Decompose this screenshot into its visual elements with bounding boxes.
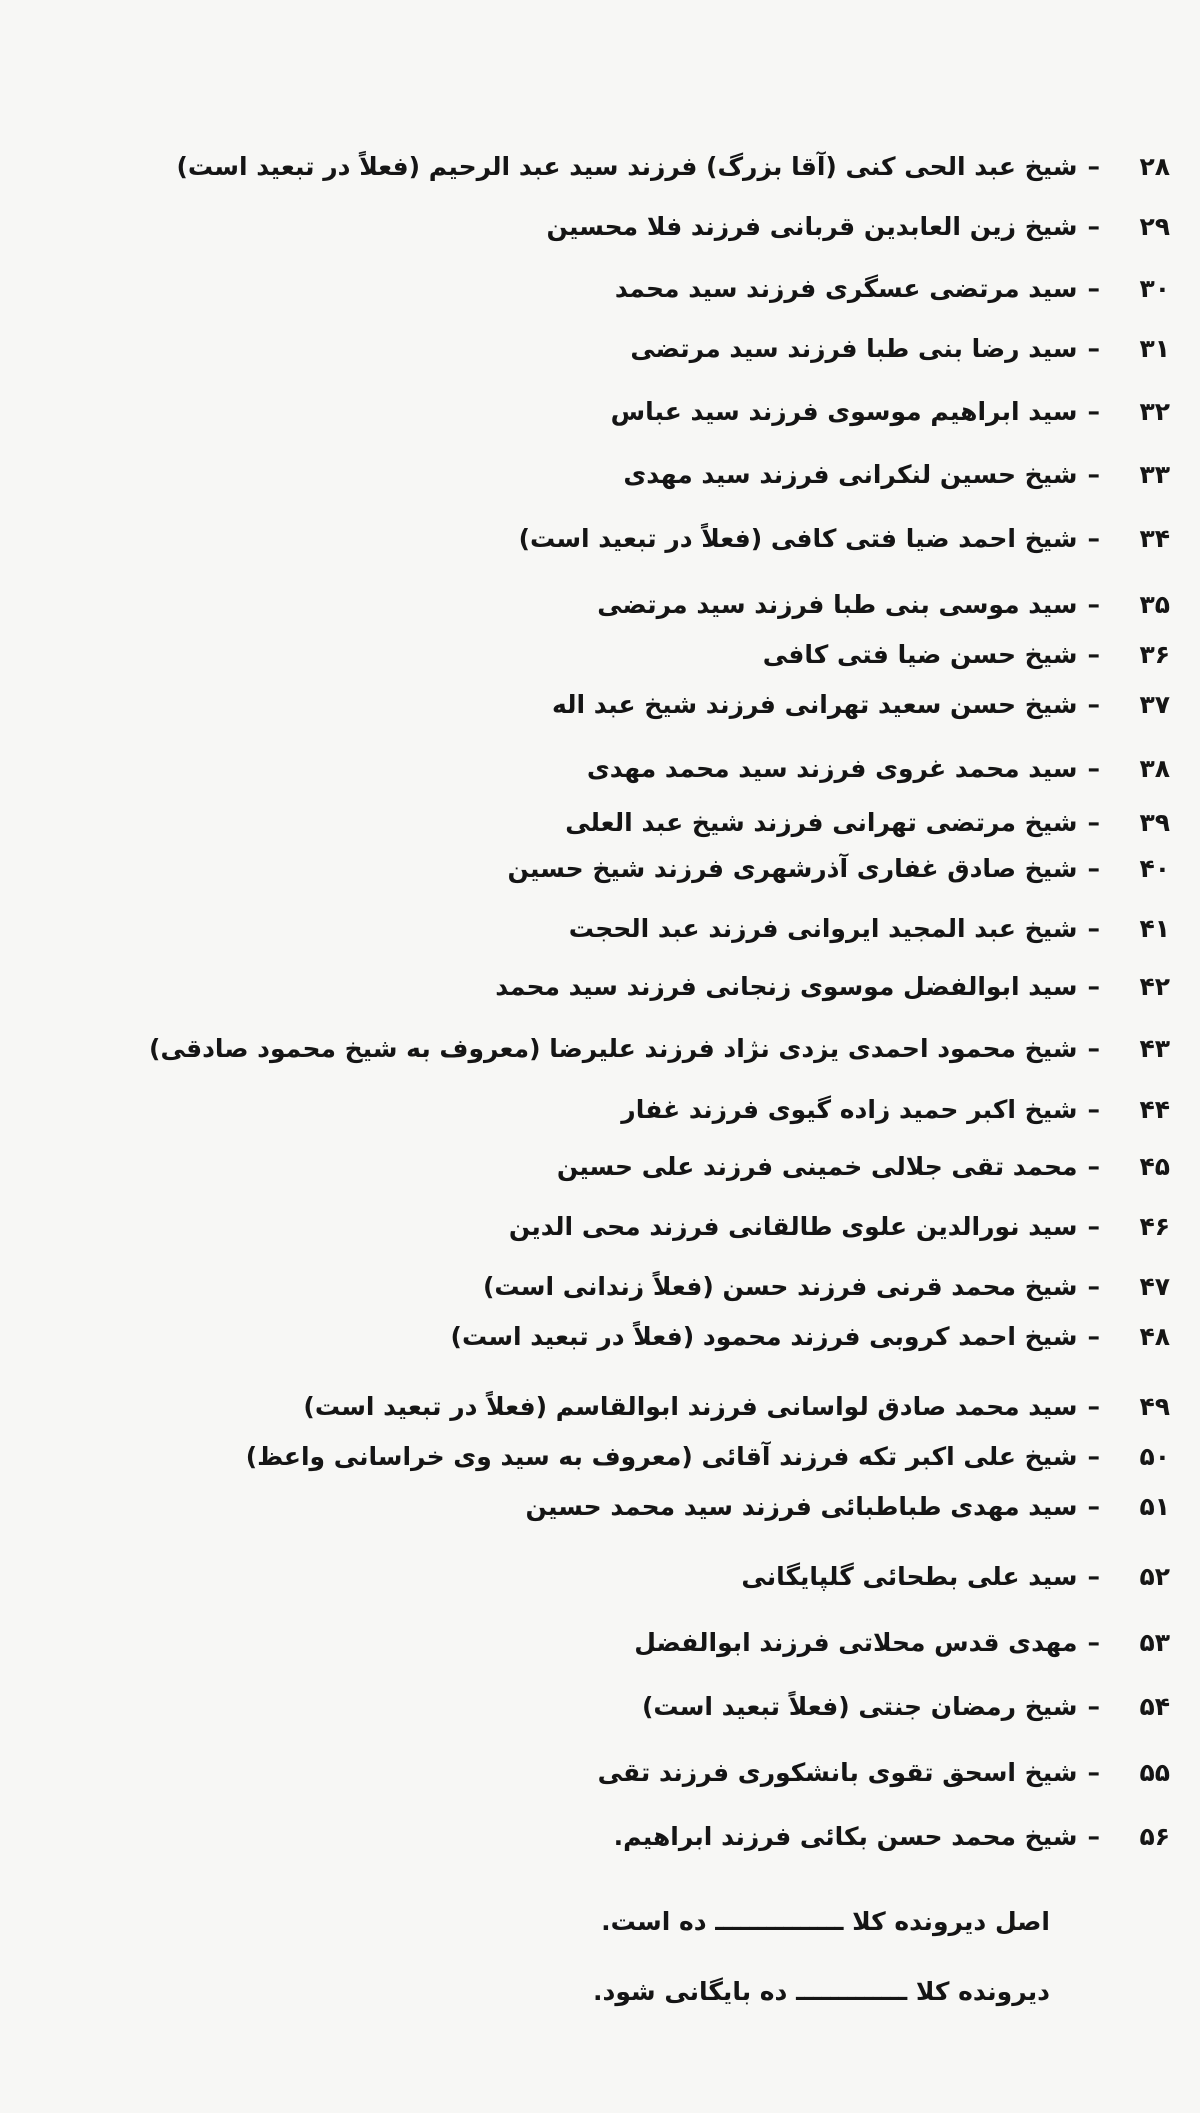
item-text: سید محمد غروی فرزند سید محمد مهدی bbox=[586, 754, 1078, 783]
item-number: ۴۱ bbox=[1139, 914, 1170, 943]
item-dash: – bbox=[1087, 914, 1100, 943]
item-dash: – bbox=[1087, 1392, 1100, 1421]
list-item bbox=[509, 1210, 1170, 1244]
item-dash: – bbox=[1087, 1758, 1100, 1787]
item-number: ۴۰ bbox=[1139, 854, 1170, 883]
list-item bbox=[642, 1690, 1170, 1724]
item-dash: – bbox=[1087, 1822, 1100, 1851]
item-dash: – bbox=[1087, 754, 1100, 783]
list-item bbox=[526, 1490, 1170, 1524]
item-number: ۲۸ bbox=[1139, 152, 1170, 181]
item-number: ۳۶ bbox=[1139, 640, 1170, 669]
item-text: شیخ احمد کروبی فرزند محمود (فعلاً در تبعید است) bbox=[450, 1322, 1078, 1351]
item-text: سید نورالدین علوی طالقانی فرزند محی الدین bbox=[508, 1212, 1078, 1241]
item-text: شیخ اسحق تقوی بانشکوری فرزند تقی bbox=[597, 1758, 1078, 1787]
item-text: شیخ حسن ضیا فتی کافی bbox=[762, 640, 1078, 669]
item-text: شیخ محمد حسن بکائی فرزند ابراهیم. bbox=[613, 1822, 1078, 1851]
item-text: محمد تقی جلالی خمینی فرزند علی حسین bbox=[556, 1152, 1078, 1181]
item-dash: – bbox=[1087, 1152, 1100, 1181]
list-item bbox=[508, 852, 1170, 886]
item-text: سید موسی بنی طبا فرزند سید مرتضی bbox=[597, 590, 1078, 619]
list-item bbox=[621, 1093, 1170, 1127]
item-number: ۴۳ bbox=[1139, 1034, 1170, 1063]
item-number: ۳۰ bbox=[1139, 274, 1170, 303]
item-text: شیخ عبد المجید ایروانی فرزند عبد الحجت bbox=[568, 914, 1078, 943]
list-item bbox=[519, 522, 1170, 556]
item-text: سید مهدی طباطبائی فرزند سید محمد حسین bbox=[525, 1492, 1078, 1521]
list-item bbox=[741, 1560, 1170, 1594]
item-number: ۴۸ bbox=[1139, 1322, 1170, 1351]
item-number: ۵۳ bbox=[1139, 1628, 1170, 1657]
footer-note-original: اصل دیرونده کلا ـــــــــــــــ ده است. bbox=[601, 1907, 1050, 1936]
list-item bbox=[246, 1440, 1170, 1474]
item-number: ۳۷ bbox=[1139, 690, 1170, 719]
item-text: سید محمد صادق لواسانی فرزند ابوالقاسم (فعلاً در تبعید است) bbox=[303, 1392, 1078, 1421]
item-dash: – bbox=[1087, 334, 1100, 363]
item-dash: – bbox=[1087, 640, 1100, 669]
item-text: سید رضا بنی طبا فرزند سید مرتضی bbox=[630, 334, 1078, 363]
item-dash: – bbox=[1087, 972, 1100, 1001]
list-item bbox=[176, 150, 1170, 184]
item-number: ۳۹ bbox=[1139, 808, 1170, 837]
list-item bbox=[623, 458, 1170, 492]
item-number: ۵۶ bbox=[1139, 1822, 1170, 1851]
list-item bbox=[565, 806, 1170, 840]
item-number: ۳۸ bbox=[1139, 754, 1170, 783]
item-number: ۲۹ bbox=[1139, 212, 1170, 241]
item-dash: – bbox=[1087, 1095, 1100, 1124]
item-text: شیخ محمود احمدی یزدی نژاد فرزند علیرضا (معروف به شیخ محمود صادقی) bbox=[149, 1034, 1078, 1063]
list-item bbox=[149, 1032, 1170, 1066]
item-dash: – bbox=[1087, 1442, 1100, 1471]
item-text: شیخ حسین لنکرانی فرزند سید مهدی bbox=[623, 460, 1078, 489]
item-dash: – bbox=[1087, 590, 1100, 619]
item-text: شیخ رمضان جنتی (فعلاً تبعید است) bbox=[641, 1692, 1078, 1721]
item-text: شیخ عبد الحی کنی (آقا بزرگ) فرزند سید عبد الرحیم (فعلاً در تبعید است) bbox=[176, 152, 1078, 181]
list-item bbox=[495, 970, 1170, 1004]
item-dash: – bbox=[1087, 274, 1100, 303]
item-number: ۵۵ bbox=[1139, 1758, 1170, 1787]
item-number: ۴۶ bbox=[1139, 1212, 1170, 1241]
list-item bbox=[587, 752, 1170, 786]
item-dash: – bbox=[1087, 690, 1100, 719]
item-dash: – bbox=[1087, 808, 1100, 837]
item-number: ۳۲ bbox=[1139, 397, 1170, 426]
item-text: سید ابوالفضل موسوی زنجانی فرزند سید محمد bbox=[495, 972, 1078, 1001]
list-item bbox=[569, 912, 1170, 946]
item-dash: – bbox=[1087, 1212, 1100, 1241]
item-text: مهدی قدس محلاتی فرزند ابوالفضل bbox=[634, 1628, 1078, 1657]
list-item bbox=[611, 395, 1170, 429]
item-dash: – bbox=[1087, 397, 1100, 426]
item-dash: – bbox=[1087, 460, 1100, 489]
list-item bbox=[451, 1320, 1170, 1354]
item-number: ۳۴ bbox=[1139, 524, 1170, 553]
item-number: ۵۰ bbox=[1139, 1442, 1170, 1471]
list-item bbox=[598, 1756, 1170, 1790]
item-dash: – bbox=[1087, 1692, 1100, 1721]
list-item bbox=[303, 1390, 1170, 1424]
item-text: سید علی بطحائی گلپایگانی bbox=[741, 1562, 1078, 1591]
item-text: سید مرتضی عسگری فرزند سید محمد bbox=[614, 274, 1078, 303]
item-dash: – bbox=[1087, 1628, 1100, 1657]
list-item bbox=[483, 1270, 1170, 1304]
item-number: ۵۲ bbox=[1139, 1562, 1170, 1591]
list-item bbox=[557, 1150, 1170, 1184]
item-dash: – bbox=[1087, 212, 1100, 241]
list-item bbox=[614, 1820, 1170, 1854]
item-text: شیخ اکبر حمید زاده گیوی فرزند غفار bbox=[621, 1095, 1078, 1124]
list-item bbox=[763, 638, 1170, 672]
item-number: ۳۵ bbox=[1139, 590, 1170, 619]
item-text: شیخ مرتضی تهرانی فرزند شیخ عبد العلی bbox=[565, 808, 1078, 837]
list-item bbox=[597, 588, 1170, 622]
item-number: ۴۵ bbox=[1139, 1152, 1170, 1181]
item-dash: – bbox=[1087, 854, 1100, 883]
item-text: شیخ صادق غفاری آذرشهری فرزند شیخ حسین bbox=[507, 854, 1078, 883]
item-dash: – bbox=[1087, 1492, 1100, 1521]
item-number: ۵۱ bbox=[1139, 1492, 1170, 1521]
list-item bbox=[630, 332, 1170, 366]
item-dash: – bbox=[1087, 524, 1100, 553]
item-number: ۴۲ bbox=[1139, 972, 1170, 1001]
item-number: ۳۳ bbox=[1139, 460, 1170, 489]
item-number: ۳۱ bbox=[1139, 334, 1170, 363]
item-dash: – bbox=[1087, 1034, 1100, 1063]
item-dash: – bbox=[1087, 1562, 1100, 1591]
item-text: شیخ محمد قرنی فرزند حسن (فعلاً زندانی است) bbox=[482, 1272, 1078, 1301]
item-text: شیخ حسن سعید تهرانی فرزند شیخ عبد اله bbox=[551, 690, 1078, 719]
item-text: شیخ احمد ضیا فتی کافی (فعلاً در تبعید است) bbox=[518, 524, 1078, 553]
footer-note-archive: دیرونده کلا ـــــــــــــ ده بایگانی شود. bbox=[593, 1977, 1050, 2006]
item-number: ۴۴ bbox=[1139, 1095, 1170, 1124]
list-item bbox=[634, 1626, 1170, 1660]
item-text: شیخ علی اکبر تکه فرزند آقائی (معروف به سید وی خراسانی واعظ) bbox=[245, 1442, 1078, 1471]
item-dash: – bbox=[1087, 152, 1100, 181]
item-text: سید ابراهیم موسوی فرزند سید عباس bbox=[610, 397, 1078, 426]
item-dash: – bbox=[1087, 1272, 1100, 1301]
list-item bbox=[547, 210, 1170, 244]
item-number: ۵۴ bbox=[1139, 1692, 1170, 1721]
list-item bbox=[552, 688, 1170, 722]
item-dash: – bbox=[1087, 1322, 1100, 1351]
item-number: ۴۷ bbox=[1139, 1272, 1170, 1301]
item-text: شیخ زین العابدین قربانی فرزند فلا محسین bbox=[546, 212, 1078, 241]
list-item bbox=[615, 272, 1170, 306]
item-number: ۴۹ bbox=[1139, 1392, 1170, 1421]
